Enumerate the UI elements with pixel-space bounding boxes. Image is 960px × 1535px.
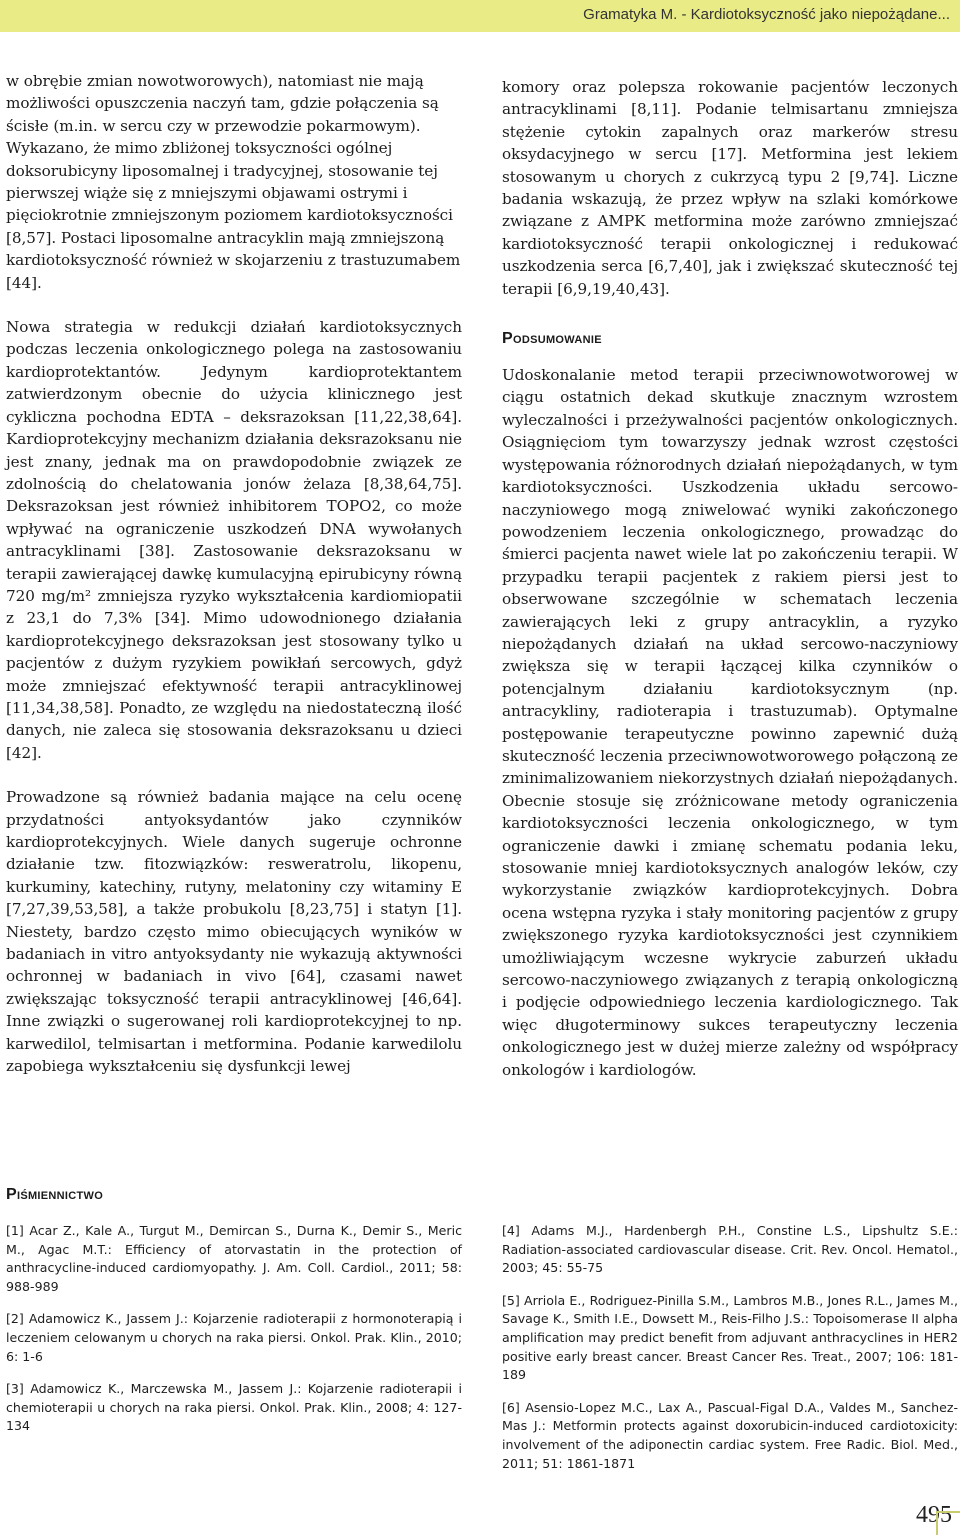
summary-paragraph: Udoskonalanie metod terapii przeciwnowotworowej w ciągu ostatnich dekad skutkuje znacznym wzrostem wyleczalności i przeżywalności pacjentów onkologicznych. Osiągnięciom tym towarzyszy jednak wzrost częstości występowania różnorodnych działań niepożądanych, w tym kardiotoksyczności. Uszkodzenia układu sercowo-naczyniowego mogą zniwelować wyniki zakończonego powodzeniem leczenia onkologicznego, prowadząc do śmierci pacjenta nawet wiele lat po zakończeniu terapii. W przypadku terapii pacjentek z rakiem piersi jest to obserwowane szczególnie w schematach leczenia zawierających leki z grupy antracyklin, a ryzyko niepożądanych działań na układ sercowo-naczyniowy zwiększa się w terapii łączącej kilka czynników o potencjalnym działaniu kardiotoksycznym (np. antracykliny, radioterapia i trastuzumab). Optymalne postępowanie terapeutyczne powinno zapewnić dużą skuteczność leczenia przeciwnowotworowego połączoną ze zminimalizowaniem niekorzystnych działań niepożądanych. Obecnie stosuje się zróżnicowane metody ograniczenia kardiotoksyczności leczenia onkologicznego, w tym ograniczenie dawki i zmianę schematu podania leku, stosowanie mniej kardiotoksycznych analogów leków, czy wykorzystanie związków kardioprotekcyjnych. Dobra ocena wstępna ryzyka i stały monitoring pacjentów z grupy zwiększonego ryzyka kardiotoksyczności jest czynnikiem umożliwiającym wczesne wykrycie zaburzeń układu sercowo-naczyniowego związanych z terapią onkologiczną i podjęcie odpowiedniego leczenia kardiologicznego. Tak więc długoterminowy sukces terapeutyczny leczenia onkologicznego jest w dużej mierze zależny od współpracy onkologów i kardiologów. bbox=[502, 366, 958, 1079]
references-right-column bbox=[502, 1222, 958, 1487]
section-heading-summary: Podsumowanie bbox=[502, 330, 602, 348]
header-bar bbox=[0, 0, 960, 32]
running-title: Gramatyka M. - Kardiotoksyczność jako niepożądane... bbox=[583, 6, 950, 23]
references-heading: Piśmiennictwo bbox=[6, 1186, 104, 1203]
page-number: 495 bbox=[916, 1502, 952, 1528]
left-column bbox=[6, 70, 462, 1077]
reference-item: [6] Asensio-Lopez M.C., Lax A., Pascual-Figal D.A., Valdes M., Sanchez-Mas J.: Metformin protects against doxorubicin-induced cardiotoxicity: involvement of the adiponectin cardiac system. Free Radic. Biol. Med., 2011; 51: 1861-1871 bbox=[502, 1399, 958, 1471]
body-paragraph: Nowa strategia w redukcji działań kardiotoksycznych podczas leczenia onkologicznego polega na zastosowaniu kardioprotektantów. Jedynym kardioprotektantem zatwierdzonym obecnie do użycia klinicznego jest cykliczna pochodna EDTA – deksrazoksan [11,22,38,64]. Kardioprotekcyjny mechanizm działania deksrazoksanu nie jest znany, jednak ma on prawdopodobnie związek ze zdolnością do chelatowania jonów żelaza [8,38,64,75]. Deksrazoksan jest również inhibitorem TOPO2, co może wpływać na ograniczenie uszkodzeń DNA wywołanych antracyklinami [38]. Zastosowanie deksrazoksanu w terapii zawierającej dawkę kumulacyjną epirubicyny równą 720 mg/m² zmniejsza ryzyko wykształcenia kardiomiopatii z 23,1 do 7,3% [34]. Mimo udowodnionego działania kardioprotekcyjnego deksrazoksan jest stosowany tylko u pacjentów z dużym ryzykiem powikłań sercowych, gdyż może zmniejszać efektywność terapii antracyklinowej [11,34,38,58]. Ponadto, ze względu na niedostateczną ilość danych, nie zaleca się stosowania deksrazoksanu u dzieci [42]. bbox=[6, 318, 462, 762]
right-column bbox=[502, 76, 958, 1081]
reference-item: [1] Acar Z., Kale A., Turgut M., Demircan S., Durna K., Demir S., Meric M., Agac M.T.: Efficiency of atorvastatin in the protection of anthracycline-induced cardiomyopathy. J. Am. Coll. Cardiol., 2011; 58: 988-989 bbox=[6, 1223, 462, 1294]
body-paragraph: Prowadzone są również badania mające na celu ocenę przydatności antyoksydantów jako czynników kardioprotekcyjnych. Wiele danych sugeruje ochronne działanie tzw. fitozwiązków: resweratrolu, likopenu, kurkuminy, katechiny, rutyny, melatoniny czy witaminy E [7,27,39,53,58], a także probukolu [8,23,75] i statyn [1]. Niestety, bardzo często mimo obiecujących wyników w badaniach in vitro antyoksydanty nie wykazują aktywności ochronnej w badaniach in vivo [64], czasami nawet zwiększając toksyczność terapii antracyklinowej [46,64]. Inne związki o sugerowanej roli kardioprotekcyjnej to np. karwedilol, telmisartan i metformina. Podanie karwedilolu zapobiega wykształceniu się dysfunkcji lewej bbox=[6, 788, 462, 1076]
reference-item: [3] Adamowicz K., Marczewska M., Jassem J.: Kojarzenie radioterapii i chemioterapii u chorych na raka piersi. Onkol. Prak. Klin., 2008; 4: 127-134 bbox=[6, 1381, 462, 1434]
reference-item: [5] Arriola E., Rodriguez-Pinilla S.M., Lambros M.B., Jones R.L., James M., Savage K., Smith I.E., Dowsett M., Reis-Filho J.S.: Topoisomerase II alpha amplification may predict benefit from adjuvant anthracyclines in HER2 positive early breast cancer. Breast Cancer Res. Treat., 2007; 106: 181-189 bbox=[502, 1292, 958, 1383]
body-paragraph: komory oraz polepsza rokowanie pacjentów leczonych antracyklinami [8,11]. Podanie telmisartanu zmniejsza stężenie cytokin zapalnych oraz markerów stresu oksydacyjnego w sercu [17]. Metformina jest lekiem stosowanym u chorych z cukrzycą typu 2 [9,74]. Liczne badania wskazują, że przez wpływ na szlaki komórkowe związane z AMPK metformina może zarówno zmniejszać kardiotoksyczność terapii onkologicznej i redukować uszkodzenia serca [6,7,40], jak i zwiększać skuteczność tej terapii [6,9,19,40,43]. bbox=[502, 78, 958, 298]
corner-decoration bbox=[936, 1511, 960, 1535]
body-paragraph: w obrębie zmian nowotworowych), natomiast nie mają możliwości opuszczenia naczyń tam, gdzie połączenia są ścisłe (m.in. w sercu czy w przewodzie pokarmowym). Wykazano, że mimo zbliżonej toksyczności ogólnej doksorubicyny liposomalnej i tradycyjnej, stosowanie tej pierwszej wiąże się z mniejszymi objawami ostrymi i pięciokrotnie zmniejszonym poziomem kardiotoksyczności [8,57]. Postaci liposomalne antracyklin mają zmniejszoną kardiotoksyczność również w skojarzeniu z trastuzumabem [44]. bbox=[6, 72, 461, 292]
reference-item: [2] Adamowicz K., Jassem J.: Kojarzenie radioterapii z hormonoterapią i leczeniem celowanym u chorych na raka piersi. Onkol. Prak. Klin., 2010; 6: 1-6 bbox=[6, 1311, 462, 1364]
references-left-column bbox=[6, 1222, 462, 1450]
reference-item: [4] Adams M.J., Hardenbergh P.H., Constine L.S., Lipshultz S.E.: Radiation-associated cardiovascular disease. Crit. Rev. Oncol. Hematol., 2003; 45: 55-75 bbox=[502, 1223, 958, 1276]
